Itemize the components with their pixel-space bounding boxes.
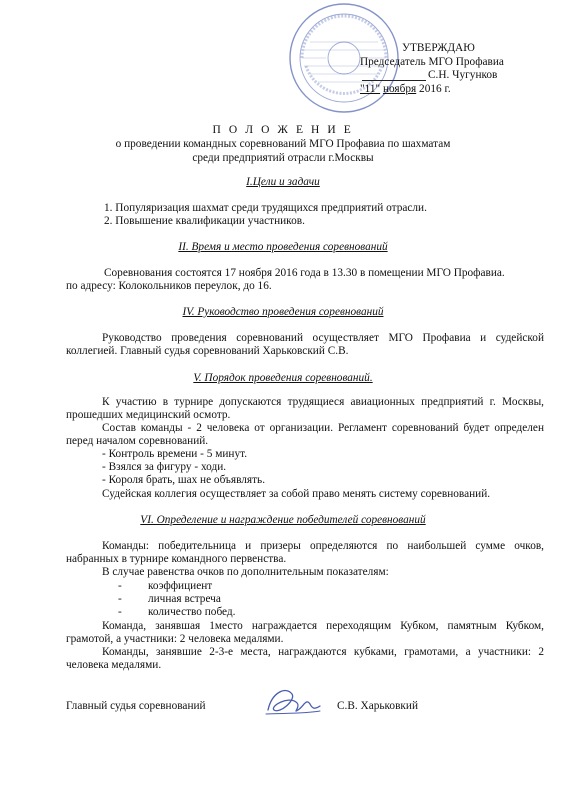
approval-month: ноября — [382, 82, 417, 95]
approval-block — [308, 42, 528, 96]
signature-label: Главный судья соревнований — [66, 700, 206, 712]
section-6-text-3: Команда, занявшая 1место награждается переходящим Кубком, памятным Кубком, грамотой, а участники: 2 человека медалями. — [66, 620, 544, 646]
section-1-heading: I.Цели и задачи — [246, 176, 320, 188]
approval-heading: УТВЕРЖДАЮ — [402, 42, 475, 54]
bullet-dash: - — [118, 606, 122, 618]
section-5-text-3: Судейская коллегия осуществляет за собой право менять систему соревнований. — [102, 488, 491, 500]
section-5-text-1: К участию в турнире допускаются трудящиеся авиационных предприятий г. Москвы, прошедших медицинский осмотр. — [66, 396, 544, 422]
section-1-item-2: 2. Повышение квалификации участников. — [104, 215, 305, 227]
section-6-bullet-2 — [118, 593, 221, 605]
section-4-text: Руководство проведения соревнований осуществляет МГО Профавиа и судейской коллегией. Главный судья соревнований Харьковский С.В. — [66, 332, 544, 358]
approval-date — [308, 83, 528, 97]
bullet-dash: - — [118, 593, 122, 605]
section-6-bullet-3 — [118, 606, 236, 618]
section-6-text-4: Команды, занявшие 2-3-е места, награждаются кубками, грамотами, а участники: 2 человека медалями. — [66, 646, 544, 672]
bullet-text: личная встреча — [148, 593, 221, 605]
section-5-text-2: Состав команды - 2 человека от организации. Регламент соревнований будет определен перед началом соревнований. — [66, 422, 544, 448]
document-subtitle-line2: среди предприятий отрасли г.Москвы — [192, 152, 374, 164]
document-subtitle-line1: о проведении командных соревнований МГО Профавиа по шахматам — [115, 138, 451, 150]
section-2-text-2: по адресу: Колокольников переулок, до 16. — [66, 280, 272, 292]
section-5-rule-3: - Короля брать, шах не объявлять. — [102, 474, 266, 486]
approval-day: "11" — [360, 82, 381, 95]
handwritten-signature — [262, 680, 324, 722]
bullet-text: коэффициент — [148, 580, 213, 592]
approver-position: Председатель МГО Профавиа — [360, 55, 504, 68]
bullet-dash: - — [118, 580, 122, 592]
section-4-heading: IV. Руководство проведения соревнований — [182, 306, 384, 318]
section-2-text-1: Соревнования состоятся 17 ноября 2016 года в 13.30 в помещении МГО Профавиа. — [104, 267, 505, 279]
section-1-item-1: 1. Популяризация шахмат среди трудящихся предприятий отрасли. — [104, 202, 427, 214]
section-5-heading: V. Порядок проведения соревнований. — [193, 372, 373, 384]
section-5-rule-2: - Взялся за фигуру - ходи. — [102, 461, 227, 473]
signatory-name: С.В. Харьковкий — [337, 700, 418, 712]
approver-name: С.Н. Чугунков — [308, 69, 528, 83]
bullet-text: количество побед. — [148, 606, 236, 618]
section-6-text-1: Команды: победительница и призеры определяются по наибольшей сумме очков, набранных в турнире командного первенства. — [66, 540, 544, 566]
section-5-rule-1: - Контроль времени - 5 минут. — [102, 448, 248, 460]
section-6-bullet-1 — [118, 580, 212, 592]
approval-year: 2016 г. — [419, 82, 451, 95]
section-6-text-2: В случае равенства очков по дополнительным показателям: — [102, 566, 389, 578]
section-6-heading: VI. Определение и награждение победителей соревнований — [140, 514, 426, 526]
section-2-heading: II. Время и место проведения соревнований — [178, 241, 388, 253]
document-title: П О Л О Ж Е Н И Е — [212, 124, 354, 136]
